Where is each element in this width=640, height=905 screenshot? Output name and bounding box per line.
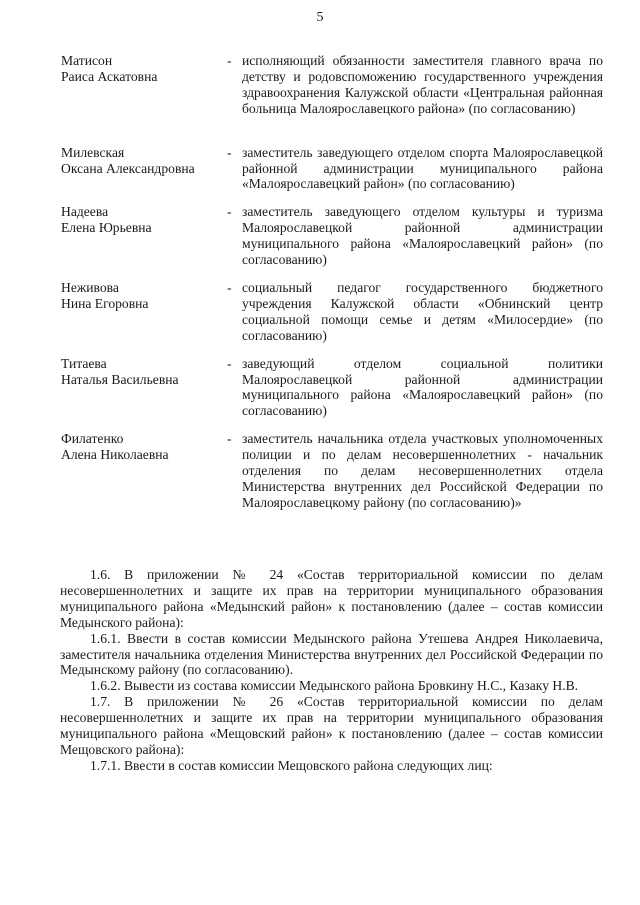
- member-dash: -: [227, 279, 232, 295]
- member-role: социальный педагог государственного бюджетного учреждения Калужской области «Обнинский центр социальной помощи семье и детям «Милосердие» (по согласованию): [242, 279, 603, 343]
- member-dash: -: [227, 355, 232, 371]
- member-role: заместитель начальника отдела участковых уполномоченных полиции и по делам несовершеннолетних - начальник отделения по делам несовершеннолетних отдела Министерства внутренних дел Российской Федерации по Малоярославецкому району (по согласованию)»: [242, 431, 603, 510]
- member-name: [61, 53, 227, 85]
- member-given-name: Елена Юрьевна: [61, 220, 152, 236]
- member-given-name: Нина Егоровна: [61, 295, 149, 311]
- member-role: заместитель заведующего отделом культуры и туризма Малоярославецкой районной администрации муниципального района «Малоярославецкий район» (по согласованию): [242, 204, 603, 268]
- member-surname: Титаева: [61, 355, 107, 371]
- member-role: заместитель заведующего отделом спорта Малоярославецкой районной администрации муниципального района «Малоярославецкий район» (по согласованию): [242, 144, 603, 192]
- paragraph-1-6-1: 1.6.1. Ввести в состав комиссии Медынского района Утешева Андрея Николаевича, заместителя начальника отделения Министерства внутренних дел Российской Федерации по Медынскому району (по согласованию).: [60, 630, 603, 678]
- member-row: [61, 356, 603, 420]
- paragraph-1-6: 1.6. В приложении № 24 «Состав территориальной комиссии по делам несовершеннолетних и защите их прав на территории муниципального образования муниципального района «Медынский район» к постановлению (далее – состав комиссии Медынского района):: [60, 567, 603, 630]
- member-list: [61, 53, 603, 511]
- member-dash: -: [227, 53, 232, 68]
- member-given-name: Алена Николаевна: [61, 447, 169, 463]
- member-dash: -: [227, 204, 232, 220]
- member-row: [61, 431, 603, 511]
- member-name: [61, 145, 227, 177]
- paragraph-1-6-2: 1.6.2. Вывести из состава комиссии Медынского района Бровкину Н.С., Казаку Н.В.: [90, 678, 579, 694]
- member-name: [61, 204, 227, 236]
- member-name: [61, 356, 227, 388]
- member-given-name: Раиса Аскатовна: [61, 68, 158, 84]
- member-row: [61, 280, 603, 344]
- member-surname: Матисон: [61, 53, 113, 68]
- member-surname: Милевская: [61, 144, 125, 160]
- member-surname: Неживова: [61, 279, 119, 295]
- member-dash: -: [227, 431, 232, 447]
- member-given-name: Оксана Александровна: [61, 160, 195, 176]
- member-role: исполняющий обязанности заместителя главного врача по детству и родовспоможению государственного учреждения здравоохранения Калужской области «Центральная районная больница Малоярославецкого района» (по согласованию): [242, 53, 603, 116]
- member-role: заведующий отделом социальной политики Малоярославецкой районной администрации муниципального района «Малоярославецкий район» (по согласованию): [242, 355, 603, 419]
- paragraph-1-7-1: 1.7.1. Ввести в состав комиссии Мещовского района следующих лиц:: [90, 757, 493, 773]
- member-dash: -: [227, 144, 232, 160]
- member-surname: Надеева: [61, 204, 109, 220]
- paragraph-1-7: 1.7. В приложении № 26 «Состав территориальной комиссии по делам несовершеннолетних и защите их прав на территории муниципального образования муниципального района «Мещовский район» к постановлению (далее – состав комиссии Мещовского района):: [60, 694, 603, 757]
- member-given-name: Наталья Васильевна: [61, 371, 179, 387]
- member-name: [61, 280, 227, 312]
- member-row: [61, 53, 603, 117]
- amendment-paragraphs: [60, 567, 603, 774]
- member-surname: Филатенко: [61, 431, 124, 447]
- page-number: 5: [316, 10, 324, 25]
- member-row: [61, 204, 603, 268]
- member-name: [61, 431, 227, 463]
- member-row: [61, 145, 603, 193]
